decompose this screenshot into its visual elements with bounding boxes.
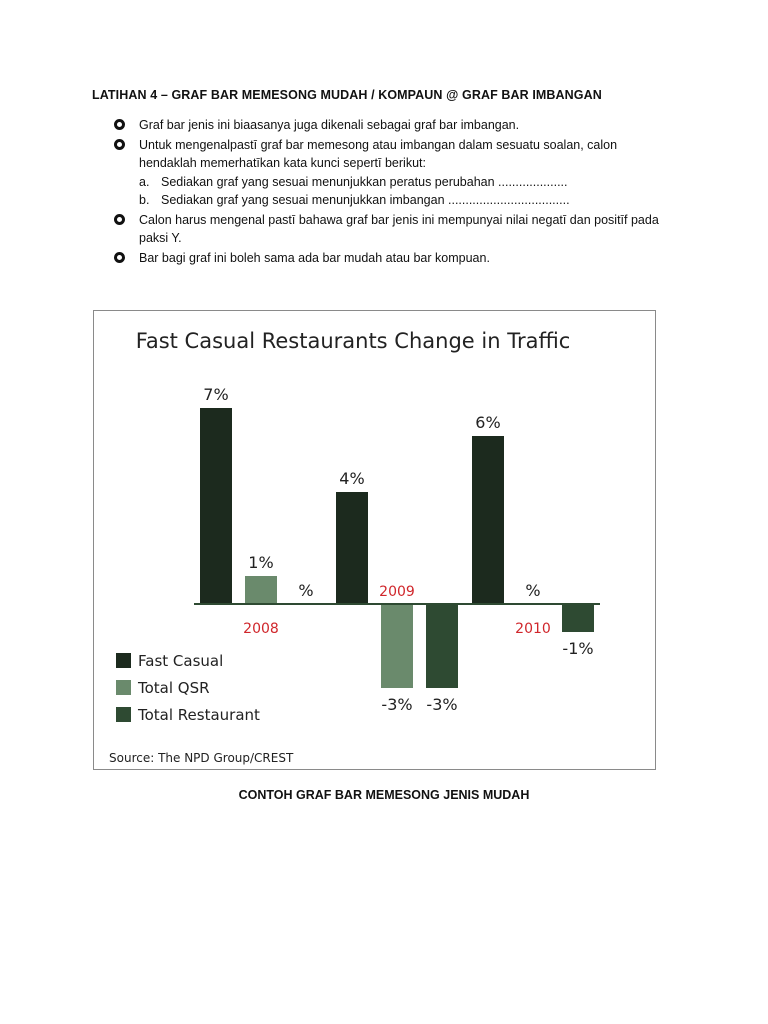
legend-label: Total QSR — [138, 679, 210, 697]
list-item — [92, 136, 672, 210]
legend-swatch — [116, 653, 131, 668]
sub-item-marker: b. — [139, 193, 150, 207]
chart-figure — [93, 310, 656, 770]
bar-total-restaurant — [426, 604, 458, 688]
data-label: % — [298, 581, 314, 600]
sub-item-marker: a. — [139, 174, 150, 189]
bar-total-restaurant — [562, 604, 594, 632]
legend-swatch — [116, 680, 131, 695]
list-item — [92, 249, 672, 268]
figure-caption: CONTOH GRAF BAR MEMESONG JENIS MUDAH — [238, 788, 530, 802]
data-label: -3% — [381, 695, 413, 714]
bar-fast-casual — [200, 408, 232, 604]
legend-label: Total Restaurant — [138, 706, 260, 724]
bullet-icon — [114, 139, 125, 150]
bullet-list — [92, 116, 672, 268]
sub-item-text: Sediakan graf yang sesuai menunjukkan peratus perubahan .................... — [161, 174, 568, 189]
bar-fast-casual — [336, 492, 368, 604]
sub-item-text: Sediakan graf yang sesuai menunjukkan imbangan ................................... — [161, 193, 570, 207]
data-label: -3% — [426, 695, 458, 714]
data-label: 6% — [475, 413, 501, 432]
bar-total-qsr — [245, 576, 277, 604]
legend — [116, 652, 260, 724]
exercise-heading: LATIHAN 4 – GRAF BAR MEMESONG MUDAH / KOMPAUN @ GRAF BAR IMBANGAN — [92, 88, 602, 102]
data-label: % — [525, 581, 541, 600]
bar-fast-casual — [472, 436, 504, 604]
category-label: 2008 — [243, 621, 279, 637]
sub-item — [139, 191, 672, 210]
legend-swatch — [116, 707, 131, 722]
list-item — [92, 211, 672, 248]
list-item-text: Calon harus mengenal pastī bahawa graf bar jenis ini mempunyai nilai negatī dan positīf pada paksi Y. — [139, 212, 659, 245]
legend-label: Fast Casual — [138, 652, 224, 670]
data-label: -1% — [562, 639, 594, 658]
list-item-text: Untuk mengenalpastī graf bar memesong atau imbangan dalam sesuatu soalan, calon hendaklah memerhatīkan kata kunci sepertī berikut: — [139, 137, 618, 170]
data-label: 7% — [203, 385, 229, 404]
data-label: 4% — [339, 469, 365, 488]
data-label: 1% — [248, 553, 274, 572]
chart-title: Fast Casual Restaurants Change in Traffic — [135, 329, 571, 353]
chart-source: Source: The NPD Group/CREST — [109, 751, 294, 765]
list-item-text: Bar bagi graf ini boleh sama ada bar mudah atau bar kompuan. — [139, 250, 490, 265]
category-label: 2009 — [379, 584, 415, 600]
category-label: 2010 — [515, 621, 551, 637]
list-item-text: Graf bar jenis ini biaasanya juga dikenali sebagai graf bar imbangan. — [139, 118, 520, 132]
bars-layer — [200, 385, 594, 714]
sub-item — [139, 173, 672, 192]
bullet-icon — [114, 119, 125, 130]
bullet-icon — [114, 252, 125, 263]
list-item — [92, 116, 672, 135]
bar-total-qsr — [381, 604, 413, 688]
bullet-icon — [114, 214, 125, 225]
bar-chart — [94, 311, 655, 769]
